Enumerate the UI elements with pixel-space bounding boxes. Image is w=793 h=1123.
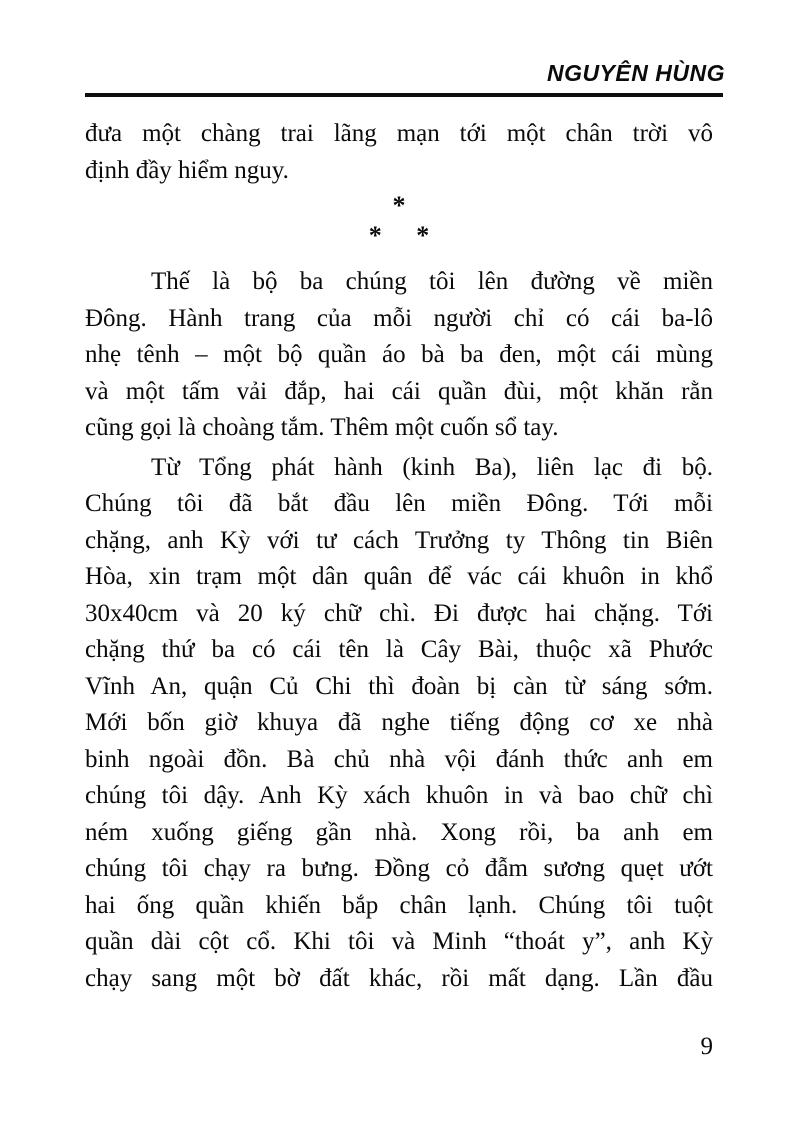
- paragraph-continuation: [85, 116, 713, 189]
- text-line: Đông. Hành trang của mỗi người chỉ có cái ba-lô: [85, 304, 713, 332]
- page-content: [85, 116, 713, 997]
- text-line: nhẹ tênh – một bộ quần áo bà ba đen, một cái mùng: [85, 341, 713, 368]
- text-line: định đầy hiểm nguy.: [85, 156, 289, 184]
- asterisk-row-bottom: [85, 221, 713, 251]
- text-line: chặng thứ ba có cái tên là Cây Bài, thuộc xã Phước: [85, 636, 713, 663]
- asterisk-row-top: [85, 191, 713, 221]
- text-line: Chúng tôi đã bắt đầu lên miền Đông. Tới mỗi: [85, 490, 713, 517]
- text-line: quần dài cột cổ. Khi tôi và Minh “thoát y”, anh Kỳ: [85, 928, 713, 955]
- text-line: Thế là bộ ba chúng tôi lên đường về miền: [151, 268, 713, 295]
- text-line: chúng tôi chạy ra bưng. Đồng cỏ đẫm sương quẹt ướt: [85, 855, 713, 882]
- text-line: 30x40cm và 20 ký chữ chì. Đi được hai chặng. Tới: [85, 599, 713, 627]
- text-line: hai ống quần khiến bắp chân lạnh. Chúng tôi tuột: [85, 891, 713, 919]
- text-line: và một tấm vải đắp, hai cái quần đùi, một khăn rằn: [85, 377, 713, 405]
- text-line: chạy sang một bờ đất khác, rồi mất dạng. Lần đầu: [85, 964, 713, 992]
- text-line: ném xuống giếng gần nhà. Xong rồi, ba anh em: [85, 818, 713, 846]
- text-line: đưa một chàng trai lãng mạn tới một chân trời vô: [85, 120, 713, 147]
- asterisk-icon: *: [416, 221, 430, 250]
- text-line: Vĩnh An, quận Củ Chi thì đoàn bị càn từ sáng sớm.: [85, 672, 713, 700]
- asterisk-separator: [85, 191, 713, 251]
- header-rule: [85, 93, 723, 97]
- text-line: binh ngoài đồn. Bà chủ nhà vội đánh thức anh em: [85, 745, 713, 773]
- text-line: Mới bốn giờ khuya đã nghe tiếng động cơ xe nhà: [85, 709, 713, 736]
- paragraph: [85, 450, 713, 998]
- header-author-name: NGUYÊN HÙNG: [546, 60, 725, 86]
- text-line: chúng tôi dậy. Anh Kỳ xách khuôn in và bao chữ chì: [85, 782, 713, 809]
- paragraph: [85, 264, 713, 447]
- text-line: chặng, anh Kỳ với tư cách Trưởng ty Thông tin Biên: [85, 526, 713, 554]
- text-line: Hòa, xin trạm một dân quân để vác cái khuôn in khổ: [85, 563, 713, 590]
- page-number: 9: [700, 1033, 713, 1060]
- asterisk-icon: *: [392, 191, 406, 220]
- running-header: [547, 60, 725, 87]
- text-line: cũng gọi là choàng tắm. Thêm một cuốn sổ tay.: [85, 414, 559, 441]
- asterisk-icon: *: [368, 221, 382, 250]
- text-line: Từ Tổng phát hành (kinh Ba), liên lạc đi bộ.: [151, 453, 713, 481]
